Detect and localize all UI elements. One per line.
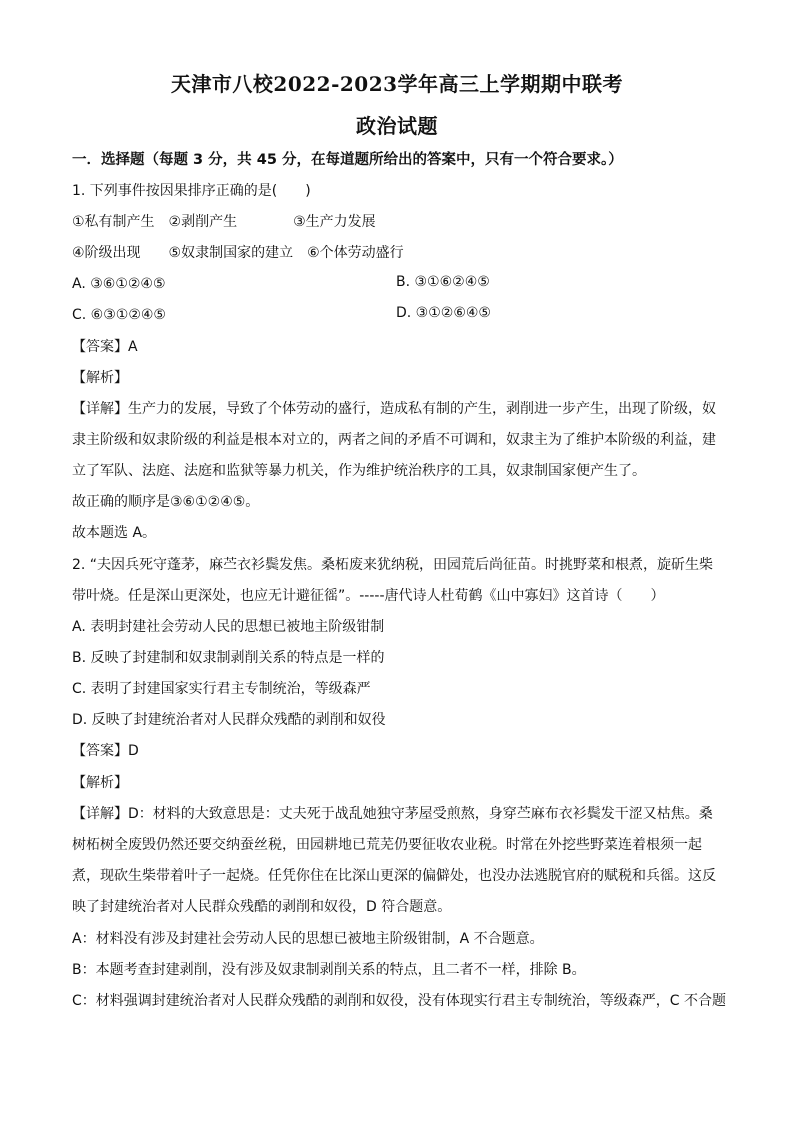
q2-detail-line-2: 树柘树全废毁仍然还要交纳蚕丝税，田园耕地已荒芜仍要征收农业税。时常在外挖些野菜连着根须一起 [72, 837, 702, 853]
q1-option-c: C. ⑥③①②④⑤ [72, 307, 166, 323]
q1-items-line-2: ④阶级出现 ⑤奴隶制国家的建立 ⑥个体劳动盛行 [72, 245, 404, 261]
q2-option-c: C. 表明了封建国家实行君主专制统治，等级森严 [72, 681, 371, 697]
q1-answer: 【答案】A [72, 339, 138, 355]
q1-detail-line-2: 隶主阶级和奴隶阶级的利益是根本对立的，两者之间的矛盾不可调和，奴隶主为了维护本阶级的利益，建 [72, 432, 716, 448]
q2-stem-line-2: 带叶烧。任是深山更深处，也应无计避征徭”。-----唐代诗人杜荀鹤《山中寡妇》这首诗（ ） [72, 588, 665, 604]
page-title: 天津市八校2022-2023学年高三上学期期中联考 [170, 72, 624, 96]
q1-option-b: B. ③①⑥②④⑤ [396, 274, 490, 290]
q2-detail-line-1: 【详解】D：材料的大致意思是：丈夫死于战乱她独守茅屋受煎熬，身穿苎麻布衣衫鬓发干涩又枯焦。桑 [72, 806, 713, 822]
q1-items-line-1: ①私有制产生 ②剥削产生 ③生产力发展 [72, 214, 376, 230]
q2-option-d: D. 反映了封建统治者对人民群众残酷的剥削和奴役 [72, 712, 386, 728]
q1-option-d: D. ③①②⑥④⑤ [396, 305, 491, 321]
q2-detail-line-4: 映了封建统治者对人民群众残酷的剥削和奴役，D 符合题意。 [72, 899, 452, 915]
q2-note-b: B：本题考查封建剥削，没有涉及奴隶制剥削关系的特点，且二者不一样，排除 B。 [72, 962, 586, 978]
q2-detail-line-3: 煮，现砍生柴带着叶子一起烧。任凭你住在比深山更深的偏僻处，也没办法逃脱官府的赋税和兵徭。这反 [72, 868, 716, 884]
q2-analysis-label: 【解析】 [72, 775, 128, 791]
page-subtitle: 政治试题 [356, 114, 438, 138]
q1-conclusion: 故正确的顺序是③⑥①②④⑤。 [72, 494, 260, 510]
q2-note-a: A：材料没有涉及封建社会劳动人民的思想已被地主阶级钳制，A 不合题意。 [72, 931, 544, 947]
q2-option-b: B. 反映了封建制和奴隶制剥削关系的特点是一样的 [72, 650, 385, 666]
q2-answer: 【答案】D [72, 743, 139, 759]
q1-detail-line-1: 【详解】生产力的发展，导致了个体劳动的盛行，造成私有制的产生，剥削进一步产生，出现了阶级，奴 [72, 401, 716, 417]
q1-choice: 故本题选 A。 [72, 525, 157, 541]
q2-note-c: C：材料强调封建统治者对人民群众残酷的剥削和奴役，没有体现实行君主专制统治，等级森严，C 不合题 [72, 993, 726, 1009]
q1-stem: 1. 下列事件按因果排序正确的是( ) [72, 183, 311, 199]
q2-stem-line-1: 2. “夫因兵死守蓬茅，麻苎衣衫鬓发焦。桑柘废来犹纳税，田园荒后尚征苗。时挑野菜和根煮，旋斫生柴 [72, 557, 714, 573]
q1-detail-line-3: 立了军队、法庭、法庭和监狱等暴力机关，作为维护统治秩序的工具，奴隶制国家便产生了。 [72, 463, 646, 479]
q2-option-a: A. 表明封建社会劳动人民的思想已被地主阶级钳制 [72, 619, 385, 635]
section-heading: 一．选择题（每题 3 分，共 45 分，在每道题所给出的答案中，只有一个符合要求。） [72, 152, 623, 168]
q1-analysis-label: 【解析】 [72, 370, 128, 386]
q1-option-a: A. ③⑥①②④⑤ [72, 276, 166, 292]
